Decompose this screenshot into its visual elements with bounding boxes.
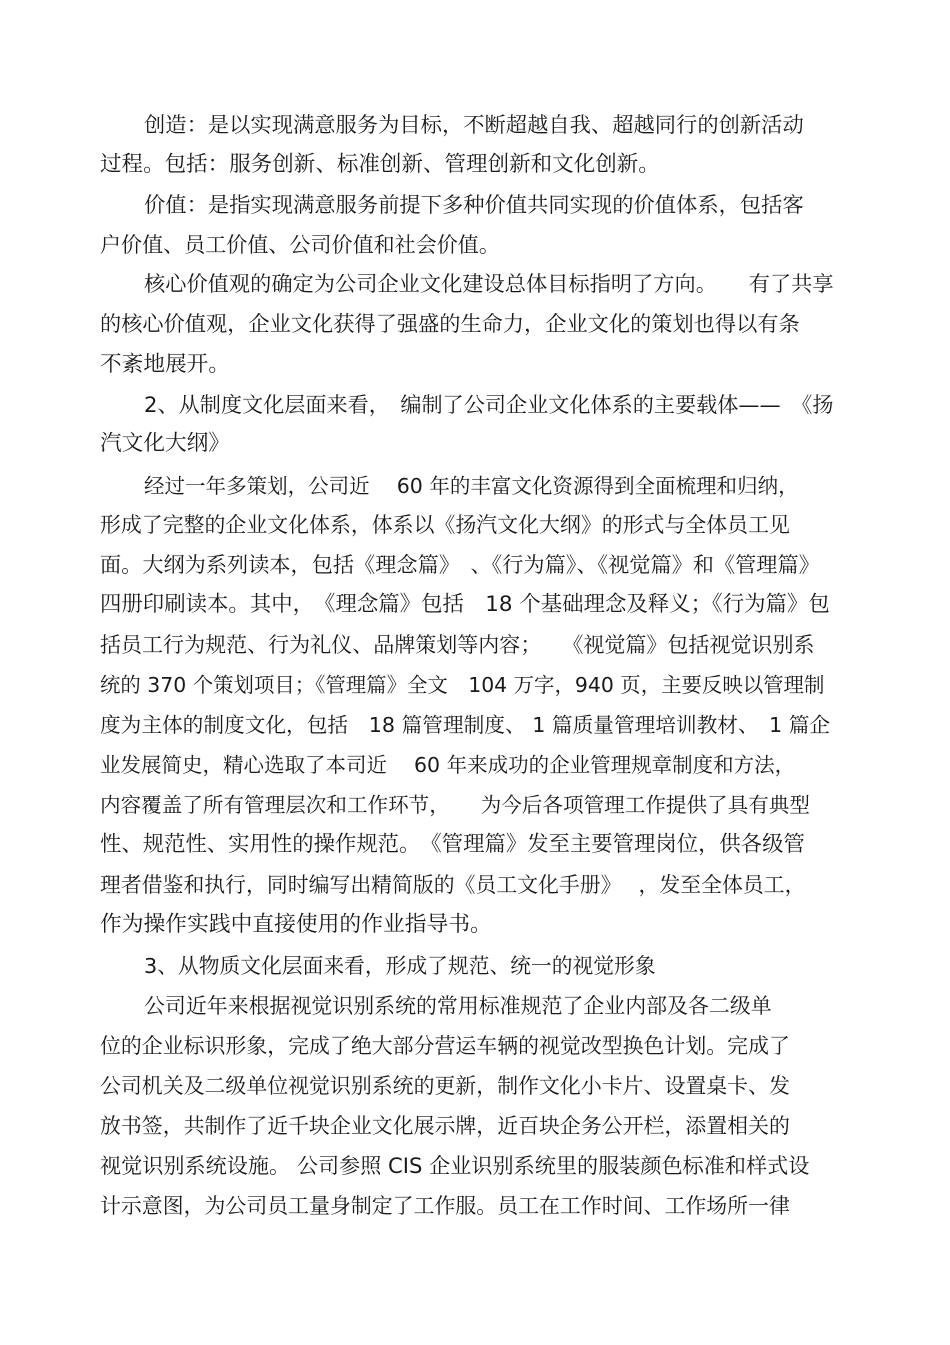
text-line: 不紊地展开。: [100, 352, 230, 377]
text-line: 放书签，共制作了近千块企业文化展示牌，近百块企务公开栏，添置相关的: [100, 1114, 790, 1138]
text-line: 作为操作实践中直接使用的作业指导书。: [100, 912, 492, 937]
text-line: 价值：是指实现满意服务前提下多种价值共同实现的价值体系，包括客: [144, 193, 804, 218]
text-line: 位的企业标识形象，完成了绝大部分营运车辆的视觉改型换色计划。完成了: [100, 1034, 790, 1058]
text-line: 度为主体的制度文化，包括 18 篇管理制度、 1 篇质量管理培训教材、 1 篇企: [100, 713, 831, 737]
text-line: 2、从制度文化层面来看， 编制了公司企业文化体系的主要载体—— 《扬: [144, 392, 834, 417]
text-line: 核心价值观的确定为公司企业文化建设总体目标指明了方向。 有了共享: [144, 272, 834, 297]
text-line: 面。大纲为系列读本，包括《理念篇》 、《行为篇》、《视觉篇》和《管理篇》: [100, 552, 820, 577]
text-line: 汽文化大纲》: [100, 431, 230, 456]
text-line: 过程。包括：服务创新、标准创新、管理创新和文化创新。: [100, 152, 660, 177]
text-line: 户价值、员工价值、公司价值和社会价值。: [100, 232, 500, 257]
text-line: 经过一年多策划，公司近 60 年的丰富文化资源得到全面梳理和归纳，: [144, 474, 799, 498]
text-line: 公司机关及二级单位视觉识别系统的更新，制作文化小卡片、设置桌卡、发: [100, 1074, 790, 1098]
text-line: 3、从物质文化层面来看，形成了规范、统一的视觉形象: [144, 954, 656, 978]
text-line: 括员工行为规范、行为礼仪、品牌策划等内容； 《视觉篇》包括视觉识别系: [100, 632, 815, 657]
text-line: 形成了完整的企业文化体系，体系以《扬汽文化大纲》的形式与全体员工见: [100, 513, 790, 537]
text-line: 创造：是以实现满意服务为目标，不断超越自我、超越同行的创新活动: [144, 113, 804, 138]
text-line: 的核心价值观，企业文化获得了强盛的生命力，企业文化的策划也得以有条: [100, 312, 800, 337]
text-line: 四册印刷读本。其中， 《理念篇》包括 18 个基础理念及释义；《行为篇》包: [100, 592, 830, 617]
text-line: 统的 370 个策划项目；《管理篇》全文 104 万字，940 页，主要反映以管理制: [100, 673, 825, 697]
text-line: 内容覆盖了所有管理层次和工作环节， 为今后各项管理工作提供了具有典型: [100, 793, 810, 817]
text-line: 业发展简史，精心选取了本司近 60 年来成功的企业管理规章制度和方法，: [100, 753, 796, 777]
text-line: 计示意图，为公司员工量身制定了工作服。员工在工作时间、工作场所一律: [100, 1194, 790, 1218]
text-line: 性、规范性、实用性的操作规范。 《管理篇》发至主要管理岗位，供各级管: [100, 832, 805, 857]
text-line: 公司近年来根据视觉识别系统的常用标准规范了企业内部及各二级单: [144, 994, 772, 1018]
text-line: 视觉识别系统设施。 公司参照 CIS 企业识别系统里的服装颜色标准和样式设: [100, 1153, 810, 1178]
text-line: 理者借鉴和执行，同时编写出精简版的《员工文化手册》 ，发至全体员工，: [100, 873, 806, 897]
